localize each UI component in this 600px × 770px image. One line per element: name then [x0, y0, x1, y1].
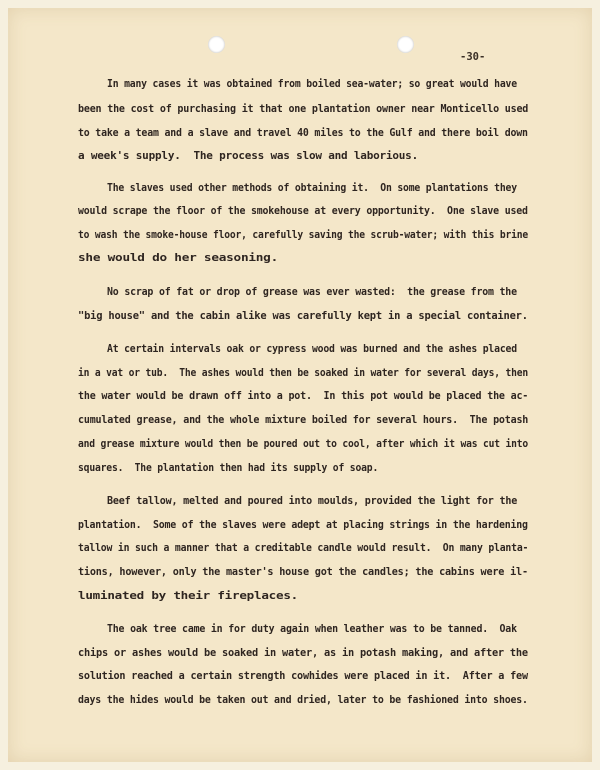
- paragraph-6-line-4: days the hides would be taken out and dried, later to be fashioned into shoes.: [78, 694, 528, 706]
- paragraph-4-line-2: in a vat or tub. The ashes would then be soaked in water for several days, then: [78, 367, 529, 379]
- paragraph-5-line-4: tions, however, only the master's house got the candles; the cabins were il-: [78, 566, 528, 578]
- paragraph-4-line-6: squares. The plantation then had its supply of soap.: [78, 462, 379, 474]
- paragraph-4-line-4: cumulated grease, and the whole mixture boiled for several hours. The potash: [78, 414, 529, 426]
- paragraph-6-line-2: chips or ashes would be soaked in water, as in potash making, and after the: [78, 647, 528, 659]
- paragraph-6-line-3: solution reached a certain strength cowhides were placed in it. After a few: [78, 670, 528, 682]
- paragraph-2-line-3: to wash the smoke-house floor, carefully saving the scrub-water; with this brine: [78, 229, 529, 241]
- paragraph-3-line-1: No scrap of fat or drop of grease was ever wasted: the grease from the: [107, 286, 517, 298]
- paragraph-4-line-5: and grease mixture would then be poured out to cool, after which it was cut into: [78, 438, 529, 450]
- paragraph-1-line-4: a week's supply. The process was slow and laborious.: [78, 150, 419, 162]
- paragraph-1-line-2: been the cost of purchasing it that one plantation owner near Monticello used: [78, 103, 529, 115]
- paragraph-5-line-5: luminated by their fireplaces.: [78, 590, 299, 602]
- paragraph-6-line-1: The oak tree came in for duty again when leather was to be tanned. Oak: [107, 623, 517, 635]
- page-number: -30-: [460, 51, 486, 63]
- paragraph-4-line-1: At certain intervals oak or cypress wood was burned and the ashes placed: [107, 343, 517, 355]
- paragraph-1-line-3: to take a team and a slave and travel 40 miles to the Gulf and there boil down: [78, 127, 528, 139]
- paragraph-2-line-4: she would do her seasoning.: [78, 252, 279, 264]
- paragraph-2-line-2: would scrape the floor of the smokehouse at every opportunity. One slave used: [78, 205, 528, 217]
- paragraph-5-line-1: Beef tallow, melted and poured into moulds, provided the light for the: [107, 495, 518, 507]
- paragraph-5-line-2: plantation. Some of the slaves were adept at placing strings in the hardening: [78, 519, 528, 531]
- paragraph-2-line-1: The slaves used other methods of obtaining it. On some plantations they: [107, 182, 517, 194]
- paragraph-5-line-3: tallow in such a manner that a creditable candle would result. On many planta-: [78, 542, 529, 554]
- paragraph-3-line-2: "big house" and the cabin alike was carefully kept in a special container.: [78, 310, 528, 322]
- paragraph-4-line-3: the water would be drawn off into a pot. In this pot would be placed the ac-: [78, 390, 529, 402]
- paragraph-1-line-1: In many cases it was obtained from boiled sea-water; so great would have: [107, 78, 517, 90]
